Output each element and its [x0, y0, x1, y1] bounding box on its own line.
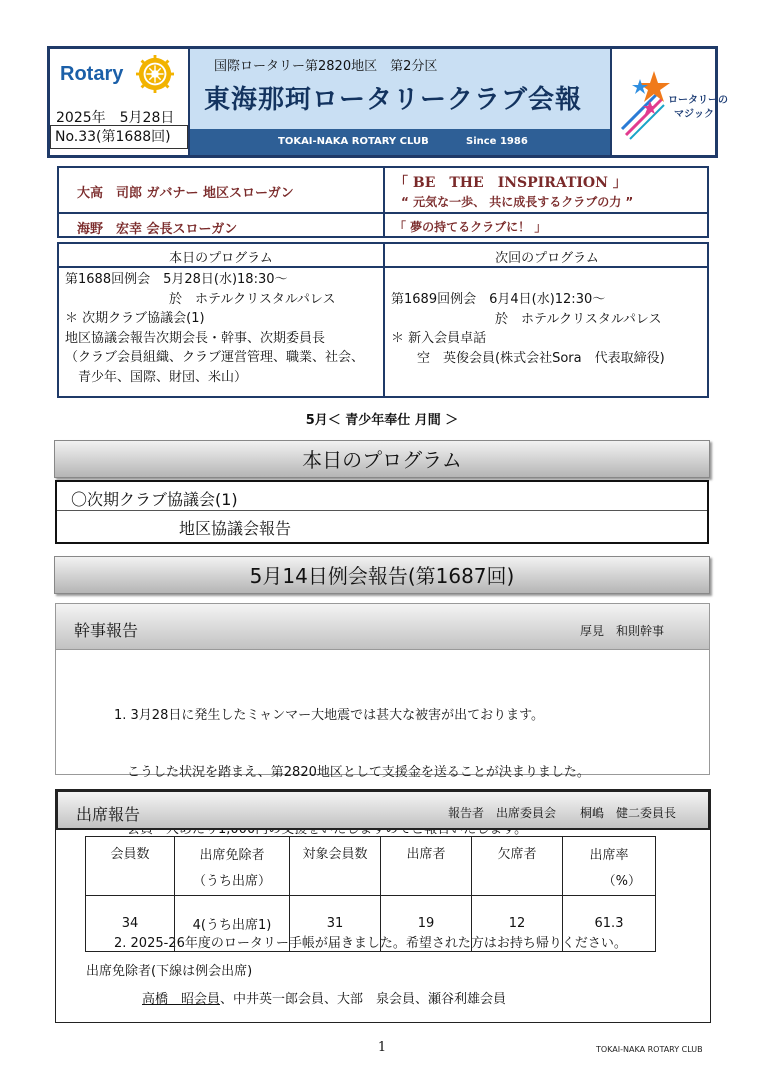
attendance-value-cell: 12 [472, 896, 563, 952]
secretary-report-header [56, 604, 709, 650]
today-program-line: 於 ホテルクリスタルパレス [65, 291, 336, 307]
club-since: Since 1986 [466, 136, 528, 147]
president-slogan-text: 「 夢の持てるクラブに！ 」 [394, 220, 547, 234]
today-program-item: 〇次期クラブ協議会(1) [71, 490, 238, 509]
attendance-value-cell: 34 [86, 896, 175, 952]
rotary-magic-logo [616, 57, 728, 141]
governor-slogan-label: 大高 司郎 ガバナー 地区スローガン [77, 186, 294, 201]
next-program-details [391, 290, 665, 368]
today-program-banner: 本日のプログラム [54, 440, 710, 478]
slogan-table [57, 166, 709, 238]
newsletter-title: 東海那珂ロータリークラブ会報 [204, 85, 583, 115]
exempt-member-attended: 高橋 昭会員 [142, 992, 221, 1007]
attendance-header-row [86, 837, 656, 896]
header-title-panel [190, 49, 610, 155]
club-band [190, 129, 610, 155]
governor-slogan-text: 「 BE THE INSPIRATION 」 [394, 175, 627, 191]
today-program-line: （クラブ会員組織、クラブ運営管理、職業、社会、 [65, 350, 365, 365]
exempt-note: 出席免除者(下線は例会出席) [86, 964, 253, 979]
governor-slogan-subtext: “ 元気な一歩、 共に成長するクラブの力 ” [401, 195, 634, 209]
attendance-value-cell: 4(うち出席1) [175, 896, 290, 952]
today-program-line: 青少年、国際、財団、米山） [65, 369, 248, 385]
attendance-header-cell: 欠席者 [472, 837, 563, 896]
divider [57, 510, 707, 511]
divider [59, 266, 707, 268]
attendance-reporter: 報告者 出席委員会 桐嶋 健二委員長 [448, 806, 677, 820]
attendance-title: 出席報告 [76, 805, 141, 824]
exempt-member-list: 、中井英一郎会員、大部 泉会員、瀬谷利雄会員 [220, 992, 507, 1007]
club-english-name: TOKAI-NAKA ROTARY CLUB [278, 136, 429, 147]
program-table [57, 242, 709, 398]
magic-label-1: ロータリーの [668, 95, 728, 106]
next-program-line: 於 ホテルクリスタルパレス [391, 311, 662, 327]
today-program-subitem: 地区協議会報告 [179, 519, 292, 538]
attendance-header-cell: 出席率 （%） [563, 837, 656, 896]
report-item-line: 2. 2025-26年度のロータリー手帳が届きました。希望された方はお持ち帰りください。 [114, 936, 627, 951]
attendance-section [55, 789, 711, 1023]
attendance-value-cell: 31 [290, 896, 381, 952]
attendance-header-cell: 対象会員数 [290, 837, 381, 896]
report-item-line: 1. 3月28日に発生したミャンマー大地震では甚大な被害が出ております。 [114, 708, 545, 723]
secretary-name: 厚見 和則幹事 [580, 624, 665, 638]
divider [59, 212, 707, 214]
exempt-members [142, 988, 506, 1007]
attendance-table [85, 836, 656, 952]
meeting-report-banner: 5月14日例会報告(第1687回) [54, 556, 710, 594]
secretary-report-title: 幹事報告 [74, 621, 139, 640]
today-program-line: 地区協議会報告次期会長・幹事、次期委員長 [65, 330, 326, 346]
today-program-line: ＊ 次期クラブ協議会(1) [65, 311, 205, 326]
rotary-wheel-icon [136, 55, 174, 93]
month-theme: 5月＜ 青少年奉仕 月間 ＞ [305, 413, 459, 428]
header-right-panel [610, 49, 728, 155]
magic-label-2: マジック [674, 109, 714, 120]
report-item-line: こうした状況を踏まえ、第2820地区として支援金を送ることが決まりました。 [114, 765, 590, 780]
attendance-value-cell: 19 [381, 896, 472, 952]
attendance-header-cell: 出席免除者 （うち出席） [175, 837, 290, 896]
issue-number: No.33(第1688回) [50, 125, 188, 149]
next-program-line: 第1689回例会 6月4日(水)12:30～ [391, 292, 606, 307]
newsletter-header [47, 46, 728, 158]
header-left-panel [50, 49, 190, 155]
rotary-logo-text: Rotary [60, 63, 124, 85]
attendance-value-row [86, 896, 656, 952]
next-program-line: ＊ 新入会員卓話 [391, 331, 487, 346]
today-program-details [65, 270, 364, 387]
attendance-header-cell: 会員数 [86, 837, 175, 896]
president-slogan-label: 海野 宏幸 会長スローガン [77, 222, 238, 237]
attendance-header [56, 790, 710, 830]
next-program-header: 次回のプログラム [495, 251, 599, 266]
page-number: 1 [377, 1040, 387, 1055]
divider [383, 168, 385, 236]
attendance-header-cell: 出席者 [381, 837, 472, 896]
attendance-value-cell: 61.3 [563, 896, 656, 952]
today-program-header: 本日のプログラム [169, 251, 273, 266]
next-program-line: 空 英俊会員(株式会社Sora 代表取締役) [391, 350, 665, 366]
issue-date: 2025年 5月28日 [56, 110, 175, 126]
district-label: 国際ロータリー第2820地区 第2分区 [214, 59, 438, 74]
today-program-line: 第1688回例会 5月28日(水)18:30～ [65, 272, 288, 287]
footer-club-name: TOKAI-NAKA ROTARY CLUB [596, 1045, 703, 1054]
today-program-box [55, 480, 709, 544]
